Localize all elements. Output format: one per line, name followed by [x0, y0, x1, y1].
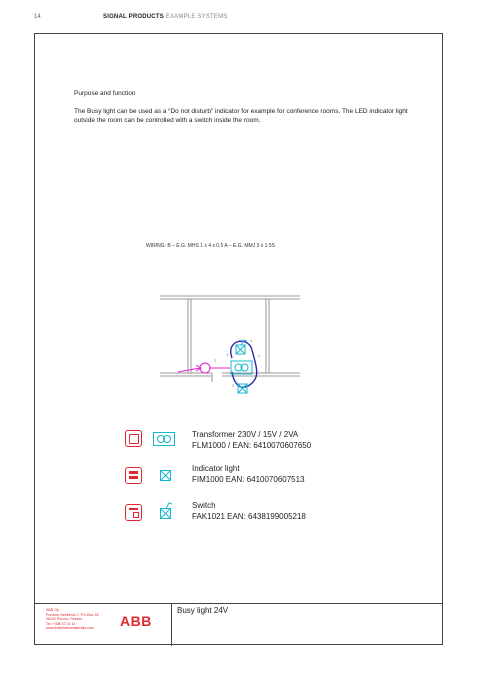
- legend-title: Transformer 230V / 15V / 2VA: [192, 430, 299, 439]
- wiring-note: WIRING: B – E.G. MHS 1 x 4 x 0.5 A – E.G. MMJ 3 x 1.5S: [146, 243, 275, 249]
- wire-count-label: 2: [258, 353, 261, 358]
- indicator-symbol-icon: [125, 467, 142, 484]
- plan-transformer-icon: [231, 361, 252, 374]
- indicator-light-icon: [160, 470, 171, 481]
- wall-lines: [160, 296, 300, 382]
- legend-text: [192, 429, 311, 451]
- wire-count-label: 2: [214, 358, 217, 363]
- legend-text: [192, 463, 305, 485]
- header-section: EXAMPLE SYSTEMS: [165, 14, 228, 20]
- address-line: Porvoon Seebehöl 2, P.O.Box 18: [46, 612, 99, 617]
- transformer-icon: [153, 432, 175, 446]
- wire-count-label: 4: [250, 338, 253, 343]
- legend-code: FLM1000 / EAN: 6410070607650: [192, 441, 312, 450]
- address-line: 06101 Porvoo, Finland: [46, 617, 83, 622]
- address-line: ABB Oy: [46, 608, 59, 612]
- document-title: Busy light 24V: [177, 606, 229, 615]
- switch-icon: [160, 502, 174, 520]
- description-paragraph: The Busy light can be used as a “Do not disturb” indicator for example for conference rooms. The LED indicator light outside the room can be controlled with a switch inside the room.: [74, 108, 408, 124]
- legend-title: Switch: [192, 501, 216, 510]
- footer-divider: [171, 604, 172, 646]
- page-number: 14: [34, 14, 41, 20]
- section-heading: Purpose and function: [74, 90, 136, 97]
- wire-count-label: 2: [232, 383, 235, 388]
- transformer-symbol-icon: [125, 430, 142, 447]
- legend-title: Indicator light: [192, 464, 240, 473]
- address-line: www.installationmaterials.com: [46, 626, 94, 631]
- company-address: [46, 608, 126, 631]
- abb-logo: ABB: [120, 613, 152, 629]
- plan-indicator-light-icon: [238, 384, 247, 393]
- footer: [34, 603, 443, 646]
- legend-code: FIM1000 EAN: 6410070607513: [192, 475, 305, 484]
- switch-symbol-icon: [125, 504, 142, 521]
- wire-count-label: 3: [226, 352, 229, 357]
- address-line: Tel: +358 10 22 11: [46, 621, 76, 626]
- legend-code: FAK1021 EAN: 6438199005218: [192, 512, 306, 521]
- header-brand: SIGNAL PRODUCTS: [103, 14, 164, 20]
- legend-text: [192, 500, 306, 522]
